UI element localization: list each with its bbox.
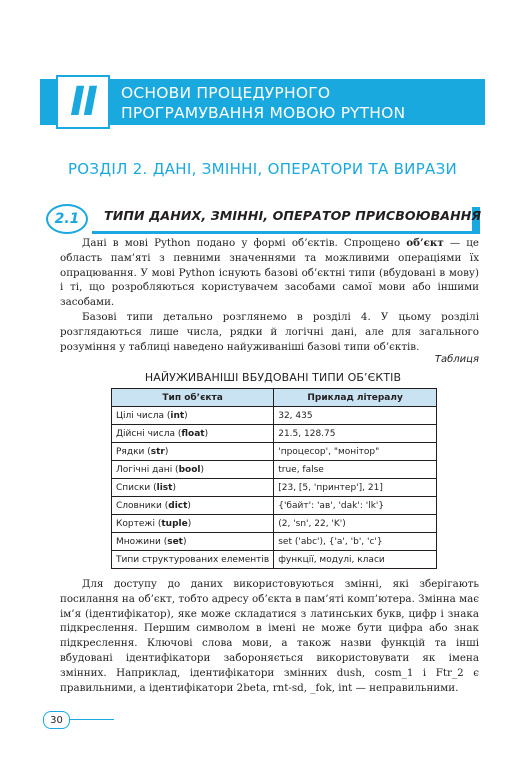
column-header-type: Тип об’єкта [112, 389, 274, 407]
type-keyword: float [181, 428, 205, 439]
part-numeral: II [70, 79, 96, 125]
part-title-line-1: ОСНОВИ ПРОЦЕДУРНОГО [121, 84, 331, 102]
table-row [112, 533, 437, 551]
paragraph-3-text: Для доступу до даних використовуються змінні, які зберігають посилання на об’єкт, тобто адресу об’єкта в пам’яті комп’ютера. Змінна має ім’я (ідентифікатор), яке може складатися з латинських букв, цифр і знака підкреслення. Першим символом в імені не може бути цифра або знак підкреслення. Ключові слова мови, а також назви функцій та інші вбудовані ідентифікатори забороняється використовувати як імена змінних. Наприклад, ідентифікатори змінних dush, cosm_1 і Ftr_2 є правильними, а ідентифікатори 2beta, rnt-sd, _fok, int — неправильними. [60, 578, 479, 694]
table-row [112, 443, 437, 461]
paragraph-3 [60, 577, 479, 695]
type-name: Словники ( [116, 500, 169, 511]
table-row [112, 407, 437, 425]
type-name-close: ) [164, 446, 169, 457]
type-name: Цілі числа ( [116, 410, 171, 421]
type-name-cell [112, 407, 274, 425]
table-title: НАЙУЖИВАНІШІ ВБУДОВАНІ ТИПИ ОБ’ЄКТІВ [144, 371, 402, 384]
page-number: 30 [43, 711, 70, 729]
part-title [121, 83, 481, 123]
type-name: Множини ( [116, 536, 168, 547]
topic-number-badge [46, 204, 88, 234]
term-object: об’єкт [406, 237, 444, 249]
type-keyword: int [170, 410, 185, 421]
literal-example-cell: 32, 435 [274, 407, 437, 425]
literal-example-cell: [23, [5, 'принтер'], 21] [274, 479, 437, 497]
table-row [112, 479, 437, 497]
type-name: Типи структурованих елементів [116, 554, 270, 565]
part-number-box [56, 75, 110, 129]
type-name-cell [112, 533, 274, 551]
topic-number: 2.1 [54, 211, 80, 227]
literal-example-cell: функції, модулі, класи [274, 551, 437, 569]
type-name-cell [112, 479, 274, 497]
type-name-close: ) [200, 464, 204, 475]
page-number-rule [70, 719, 114, 720]
type-keyword: set [167, 536, 183, 547]
type-keyword: tuple [161, 518, 188, 529]
literal-example-cell: true, false [274, 461, 437, 479]
table-row [112, 551, 437, 569]
type-name-close: ) [184, 410, 188, 421]
type-name: Списки ( [116, 482, 157, 493]
literal-example-cell: 'процесор', "монітор" [274, 443, 437, 461]
paragraph-1 [60, 236, 479, 310]
type-name: Дійсні числа ( [116, 428, 182, 439]
type-keyword: bool [178, 464, 201, 475]
type-name: Рядки ( [116, 446, 151, 457]
topic-title: ТИПИ ДАНИХ, ЗМІННІ, ОПЕРАТОР ПРИСВОЮВАННЯ [104, 208, 482, 223]
object-types-table [111, 388, 437, 569]
table-label: Таблиця [434, 354, 479, 365]
table-body [112, 407, 437, 569]
type-name-close: ) [182, 536, 187, 547]
section-title: РОЗДІЛ 2. ДАНІ, ЗМІННІ, ОПЕРАТОРИ ТА ВИРАЗИ [67, 160, 458, 178]
paragraph-1-start: Дані в мові Python подано у формі об’єктів. Спрощено [82, 237, 407, 249]
type-name-close: ) [187, 518, 192, 529]
paragraph-1-rest: — це область пам’яті з певними значеннями та можливими операціями їх опрацювання. У мові Python існують базові об’єктні типи (вбудовані в мову) і ті, що розробляються користувачем засобами самої мови або іншими засобами. [60, 237, 479, 309]
type-name-close: ) [187, 500, 191, 511]
paragraph-2-text: Базові типи детально розглянемо в розділі 4. У цьому розділі розглядаються лише числа, рядки й логічні дані, але для загального розуміння у таблиці наведено найуживаніші базові типи об’єктів. [60, 311, 479, 353]
column-header-example: Приклад літералу [274, 389, 437, 407]
table-header-row [112, 389, 437, 407]
type-keyword: str [150, 446, 165, 457]
type-name-cell [112, 497, 274, 515]
table-row [112, 461, 437, 479]
type-name: Кортежі ( [116, 518, 162, 529]
literal-example-cell: (2, 'sn', 22, 'K') [274, 515, 437, 533]
table-row [112, 425, 437, 443]
type-name-cell [112, 461, 274, 479]
literal-example-cell: {'байт': 'ав', 'dak': 'lk'} [274, 497, 437, 515]
type-name-cell [112, 425, 274, 443]
type-name-close: ) [204, 428, 209, 439]
type-name-close: ) [172, 482, 176, 493]
type-name-cell [112, 551, 274, 569]
table-row [112, 515, 437, 533]
table-row [112, 497, 437, 515]
literal-example-cell: 21.5, 128.75 [274, 425, 437, 443]
type-keyword: dict [168, 500, 188, 511]
type-name-cell [112, 443, 274, 461]
type-name: Логічні дані ( [116, 464, 179, 475]
type-keyword: list [156, 482, 173, 493]
part-title-line-2: ПРОГРАМУВАННЯ МОВОЮ PYTHON [121, 104, 406, 122]
paragraph-2 [60, 310, 479, 354]
literal-example-cell: set ('abc'), {'a', 'b', 'c'} [274, 533, 437, 551]
type-name-cell [112, 515, 274, 533]
